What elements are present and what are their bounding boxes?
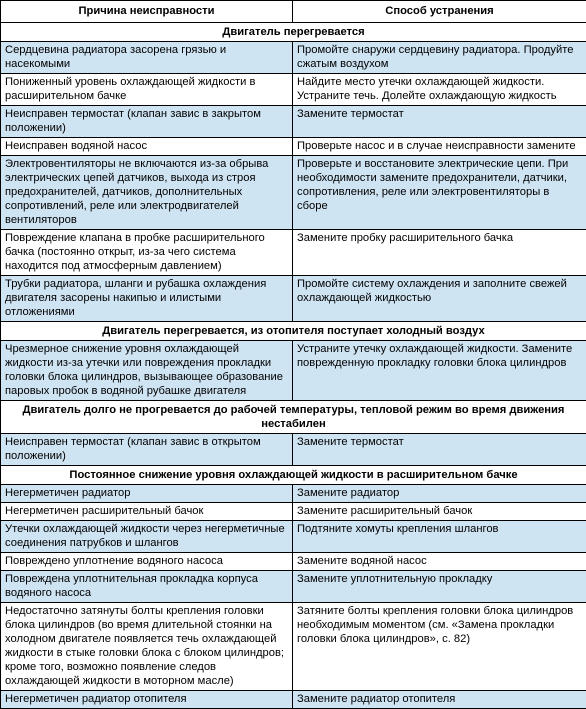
section-title: Двигатель перегревается, из отопителя поступает холодный воздух [1,322,586,341]
cause-cell: Неисправен водяной насос [1,138,293,156]
cause-cell: Сердцевина радиатора засорена грязью и насекомыми [1,42,293,74]
remedy-cell: Замените термостат [293,106,586,138]
section-header-row [1,466,586,485]
section-header-row [1,322,586,341]
table-row [1,503,586,521]
cause-cell: Негерметичен радиатор отопителя [1,691,293,709]
cause-cell: Повреждена уплотнительная прокладка корпуса водяного насоса [1,571,293,603]
cause-cell: Пониженный уровень охлаждающей жидкости в расширительном бачке [1,74,293,106]
remedy-cell: Устраните утечку охлаждающей жидкости. Замените поврежденную прокладку головки блока цилиндров [293,341,586,401]
cause-cell: Повреждение клапана в пробке расширительного бачка (постоянно открыт, из-за чего система находится под атмосферным давлением) [1,230,293,276]
table-row [1,156,586,230]
section-title: Двигатель долго не прогревается до рабочей температуры, тепловой режим во время движения нестабилен [1,401,586,434]
cause-cell: Чрезмерное снижение уровня охлаждающей жидкости из-за утечки или повреждения прокладки головки блока цилиндров, вызывающее образование паровых пробок в водяной рубашке двигателя [1,341,293,401]
cause-cell: Неисправен термостат (клапан завис в закрытом положении) [1,106,293,138]
table-row [1,74,586,106]
remedy-cell: Замените расширительный бачок [293,503,586,521]
section-header-row [1,401,586,434]
remedy-cell: Затяните болты крепления головки блока цилиндров необходимым моментом (см. «Замена прокладки головки блока цилиндров», с. 82) [293,603,586,691]
remedy-cell: Промойте снаружи сердцевину радиатора. Продуйте сжатым воздухом [293,42,586,74]
remedy-cell: Замените радиатор отопителя [293,691,586,709]
section-title: Двигатель перегревается [1,23,586,42]
cause-cell: Негерметичен расширительный бачок [1,503,293,521]
header-remedy: Способ устранения [293,1,586,23]
section-header-row [1,23,586,42]
table-row [1,230,586,276]
remedy-cell: Подтяните хомуты крепления шлангов [293,521,586,553]
remedy-cell: Замените пробку расширительного бачка [293,230,586,276]
table-row [1,603,586,691]
table-row [1,485,586,503]
table-row [1,691,586,709]
table-row [1,138,586,156]
table-row [1,341,586,401]
table-row [1,553,586,571]
remedy-cell: Замените термостат [293,434,586,466]
remedy-cell: Замените водяной насос [293,553,586,571]
table-row [1,276,586,322]
remedy-cell: Проверьте и восстановите электрические цепи. При необходимости замените предохранители, датчики, сопротивления, реле или электровентиляторы в сборе [293,156,586,230]
table-row [1,434,586,466]
remedy-cell: Промойте систему охлаждения и заполните свежей охлаждающей жидкостью [293,276,586,322]
table-row [1,521,586,553]
remedy-cell: Найдите место утечки охлаждающей жидкости. Устраните течь. Долейте охлаждающую жидкость [293,74,586,106]
cause-cell: Неисправен термостат (клапан завис в открытом положении) [1,434,293,466]
table-header-row [1,1,586,23]
cause-cell: Утечки охлаждающей жидкости через негерметичные соединения патрубков и шлангов [1,521,293,553]
table-row [1,106,586,138]
remedy-cell: Замените уплотнительную прокладку [293,571,586,603]
header-cause: Причина неисправности [1,1,293,23]
table-body [1,23,586,709]
cause-cell: Недостаточно затянуты болты крепления головки блока цилиндров (во время длительной стоянки на холодном двигателе появляется течь охлаждающей жидкости в стыке головки блока с блоком цилиндров; кроме того, возможно появление следов охлаждающей жидкости в моторном масле) [1,603,293,691]
cause-cell: Повреждено уплотнение водяного насоса [1,553,293,571]
cause-cell: Негерметичен радиатор [1,485,293,503]
table-row [1,571,586,603]
remedy-cell: Проверьте насос и в случае неисправности замените [293,138,586,156]
cause-cell: Электровентиляторы не включаются из-за обрыва электрических цепей датчиков, выхода из строя предохранителей, датчиков, дополнительных сопротивлений, реле или электродвигателей вентиляторов [1,156,293,230]
section-title: Постоянное снижение уровня охлаждающей жидкости в расширительном бачке [1,466,586,485]
cause-cell: Трубки радиатора, шланги и рубашка охлаждения двигателя засорены накипью и илистыми отложениями [1,276,293,322]
table-row [1,42,586,74]
remedy-cell: Замените радиатор [293,485,586,503]
